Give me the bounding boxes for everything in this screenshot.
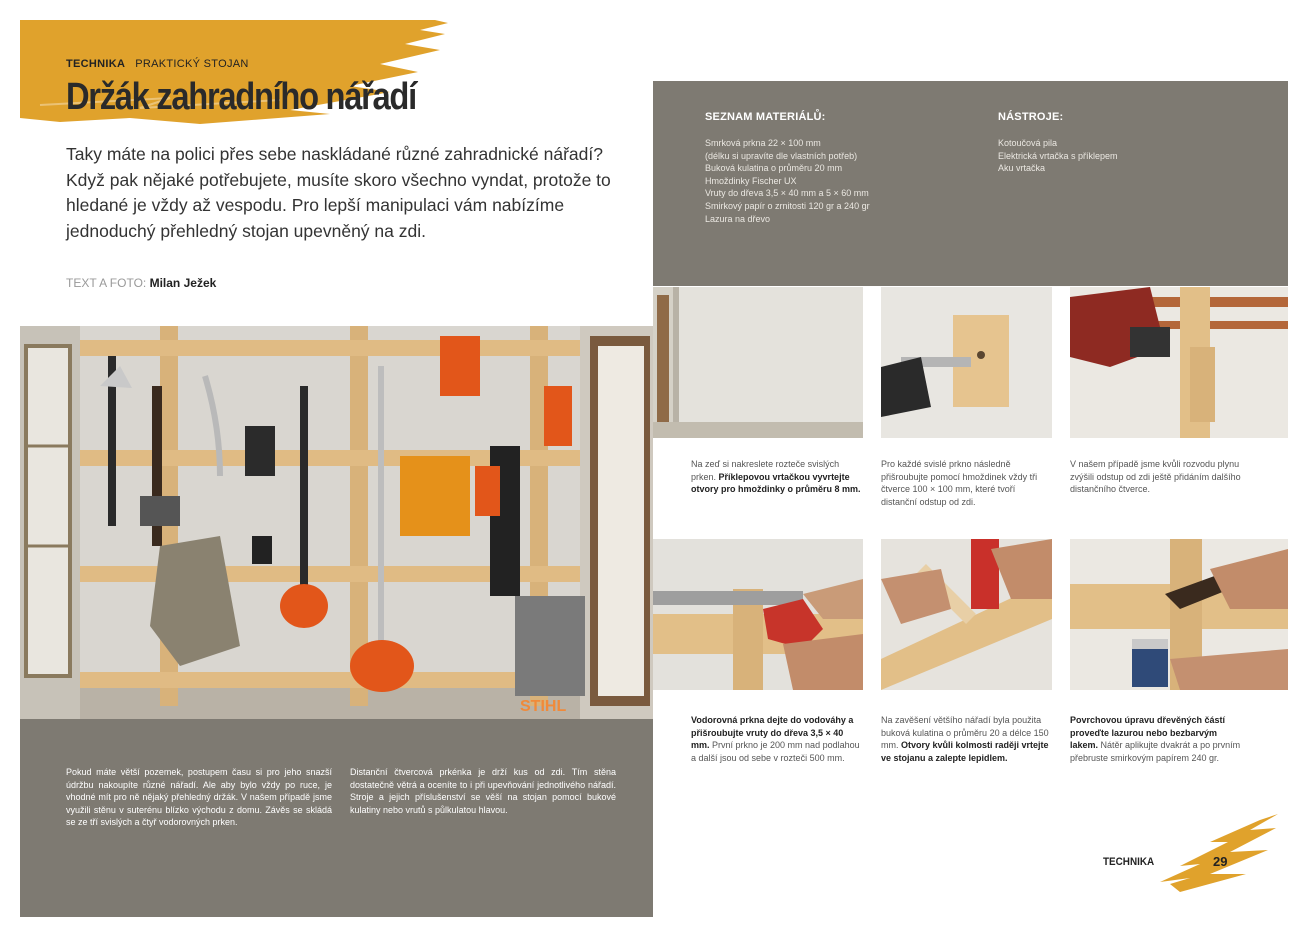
body-column-1: Pokud máte větší pozemek, postupem času si pro jeho snazší údržbu nakoupíte různé nářadí. Ale aby bylo vždy po ruce, je vhodné mít pro ně nějaký přehledný držák. V našem případě jsme využili stěnu v suterénu blízko východu z domu. Závěs se skládá se ze tří svislých a čtyř vodorovných prken.: [66, 767, 332, 828]
header-tag: [66, 58, 249, 70]
materials-item: Smrková prkna 22 × 100 mm: [705, 138, 821, 148]
step-photo-3: [1070, 287, 1288, 438]
credit-line: [66, 276, 216, 290]
subcategory-label: PRAKTICKÝ STOJAN: [135, 58, 249, 70]
tools-item: Kotoučová pila: [998, 138, 1058, 148]
step-caption-3: V našem případě jsme kvůli rozvodu plynu zvýšili odstup od zdi ještě přidáním dalšího distančního čtverce.: [1070, 459, 1241, 495]
step-photo-2: [881, 287, 1052, 438]
materials-item: (délku si upravíte dle vlastních potřeb): [705, 150, 858, 161]
step-caption-1: Na zeď si nakreslete rozteče svislých prken. Příklepovou vrtačkou vyvrtejte otvory pro hmoždinky o průměru 8 mm.: [691, 459, 861, 495]
materials-item: Smirkový papír o zrnitosti 120 gr a 240 gr: [705, 200, 870, 211]
step-photo-5: [881, 539, 1052, 690]
tools-list: [998, 137, 1238, 175]
materials-list: [705, 137, 965, 225]
step-photo-4: [653, 539, 863, 690]
credit-author: Milan Ježek: [149, 276, 217, 290]
lead-paragraph: Taky máte na polici přes sebe naskládané různé zahradnické nářadí? Když pak nějaké potřebujete, musíte skoro všechno vyndat, protože to hledané je vždy až vespodu. Pro lepší manipulaci vám nabízíme jednoduchý přehledný stojan upevněný na zdi.: [66, 144, 611, 241]
step-caption-5: Na zavěšení většího nářadí byla použita buková kulatina o průměru 20 a délce 150 mm. Otvory kvůli kolmosti raději vrtejte ve stojanu a zalepte lepidlem.: [881, 715, 1049, 763]
materials-item: Buková kulatina o průměru 20 mm: [705, 163, 843, 174]
step-caption-2: Pro každé svislé prkno následně přišroubujte pomocí hmoždinek vždy tři čtverce 100 × 100 mm, které tvoří distanční odstup od zdi.: [881, 459, 1038, 507]
tools-heading: NÁSTROJE:: [998, 111, 1064, 123]
tools-item: Elektrická vrtačka s příklepem: [998, 150, 1118, 161]
category-label: TECHNIKA: [66, 58, 126, 70]
main-photo-tool-rack: [20, 326, 653, 719]
stihl-brand-text: STIHL: [520, 698, 567, 715]
footer-section-label: TECHNIKA: [1103, 856, 1155, 868]
step-photo-1: [653, 287, 863, 438]
page-number: 29: [1213, 854, 1228, 869]
materials-heading: SEZNAM MATERIÁLŮ:: [705, 111, 826, 123]
tools-item: Aku vrtačka: [998, 163, 1046, 174]
brush-stroke-footer: [1150, 812, 1280, 892]
article-title: Držák zahradního nářadí: [66, 76, 416, 118]
step-photo-6: [1070, 539, 1288, 690]
materials-item: Vruty do dřeva 3,5 × 40 mm a 5 × 60 mm: [705, 188, 869, 199]
materials-item: Lazura na dřevo: [705, 213, 771, 224]
credit-label: TEXT A FOTO:: [66, 276, 147, 290]
step-caption-4: Vodorovná prkna dejte do vodováhy a přišroubujte vruty do dřeva 3,5 × 40 mm. První prkno je 200 mm nad podlahou a další jsou od sebe v rozteči 500 mm.: [691, 715, 860, 763]
body-column-2: Distanční čtvercová prkénka je drží kus od zdi. Tím stěna dostatečně větrá a oceníte to i při upevňování jednotlivého nářadí. Stroje a jejich příslušenství se věší na stojan pomocí bukové kulatiny nebo vrutů s půlkulatou hlavou.: [350, 767, 616, 815]
materials-item: Hmoždinky Fischer UX: [705, 175, 797, 186]
step-caption-6: Povrchovou úpravu dřevěných částí proveďte lazurou nebo bezbarvým lakem. Nátěr aplikujte dvakrát a po prvním přebruste smirkovým papírem 240 gr.: [1070, 715, 1241, 763]
